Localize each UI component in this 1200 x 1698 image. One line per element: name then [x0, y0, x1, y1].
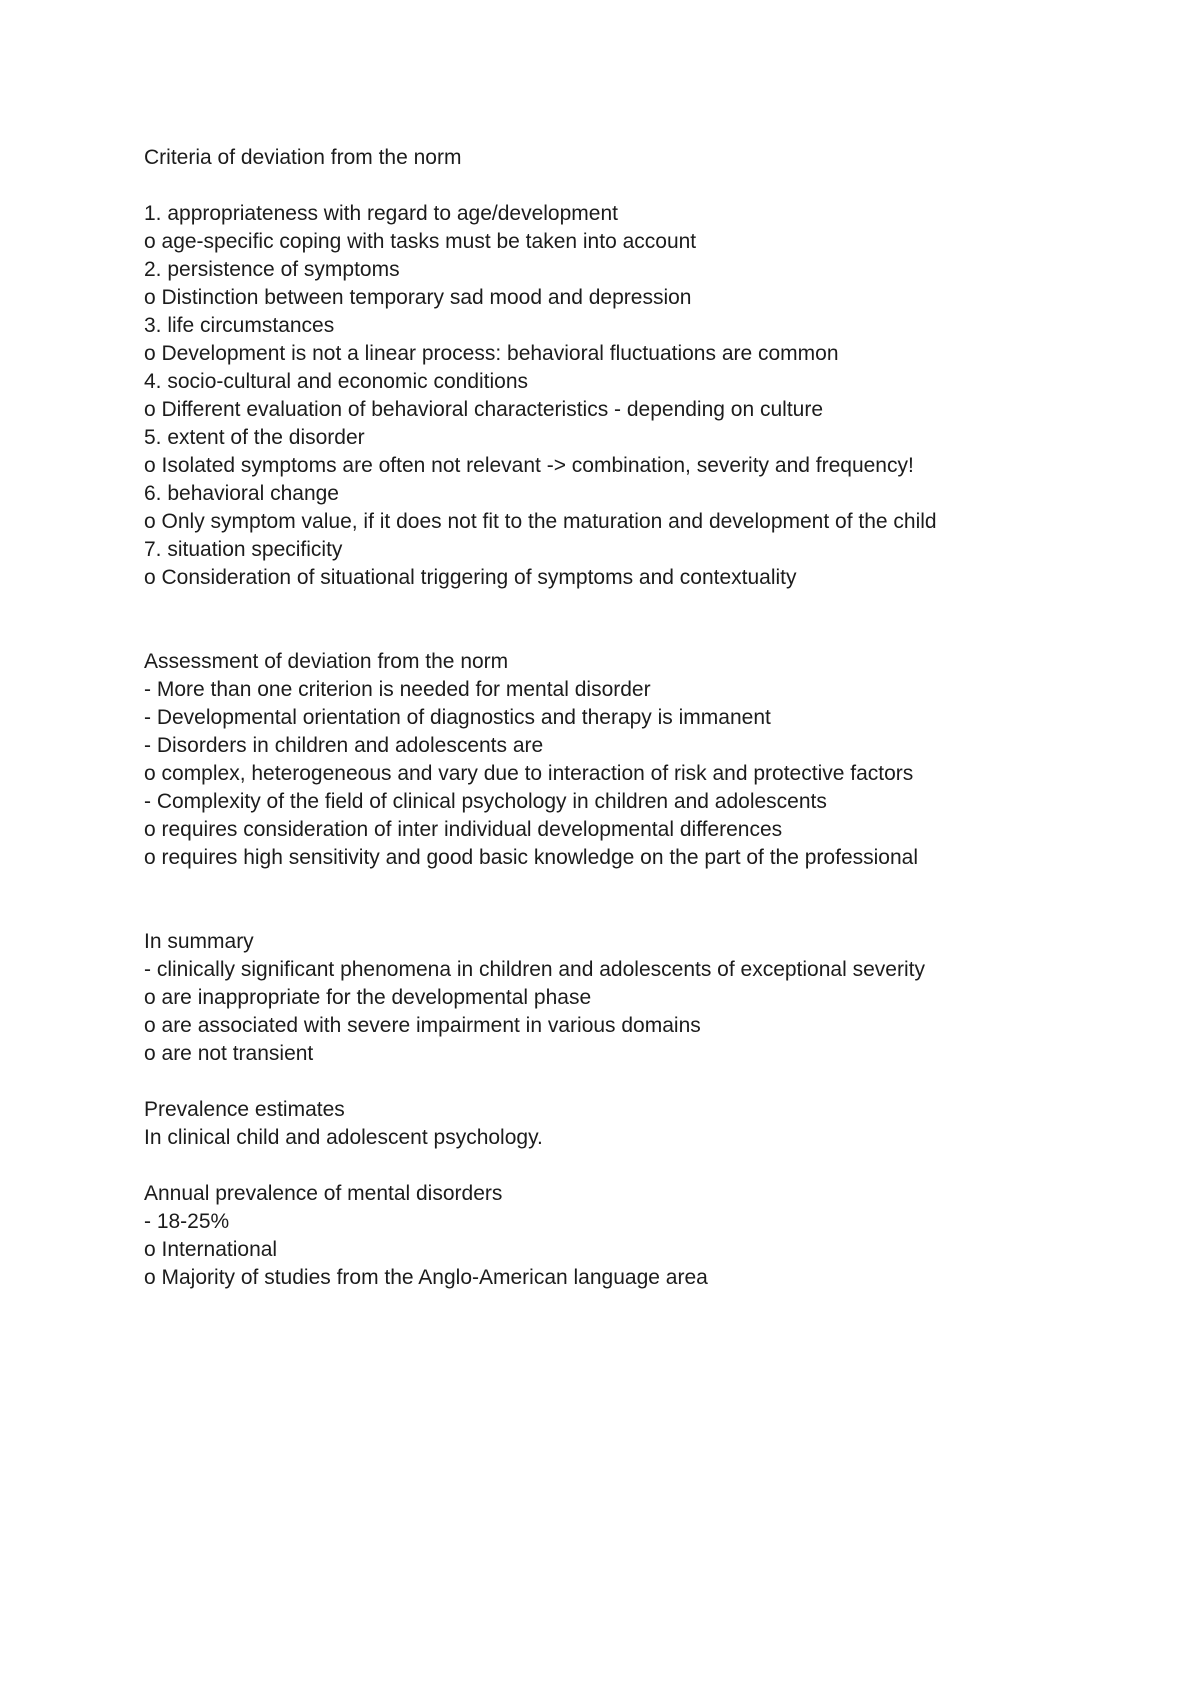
criteria-subitem: o Consideration of situational triggering of symptoms and contextuality — [144, 566, 797, 589]
section-heading-summary: In summary — [144, 930, 254, 953]
summary-subline: o are not transient — [144, 1042, 314, 1065]
annual-prevalence-line: - 18-25% — [144, 1210, 230, 1233]
section-heading-prevalence: Prevalence estimates — [144, 1098, 345, 1121]
assessment-subline: o requires consideration of inter individual developmental differences — [144, 818, 783, 841]
criteria-subitem: o Only symptom value, if it does not fit to the maturation and development of the child — [144, 510, 937, 533]
criteria-item: 7. situation specificity — [144, 538, 343, 561]
assessment-subline: o requires high sensitivity and good basic knowledge on the part of the professional — [144, 846, 918, 869]
section-spacer — [144, 872, 1104, 928]
document-body — [144, 144, 1104, 1292]
criteria-subitem: o Different evaluation of behavioral characteristics - depending on culture — [144, 398, 824, 421]
section-heading-assessment: Assessment of deviation from the norm — [144, 650, 509, 673]
assessment-line: - Developmental orientation of diagnostics and therapy is immanent — [144, 706, 771, 729]
assessment-subline: o complex, heterogeneous and vary due to interaction of risk and protective factors — [144, 762, 914, 785]
criteria-item: 4. socio-cultural and economic conditions — [144, 370, 529, 393]
summary-subline: o are inappropriate for the developmental phase — [144, 986, 592, 1009]
criteria-subitem: o Distinction between temporary sad mood and depression — [144, 286, 692, 309]
summary-line: - clinically significant phenomena in children and adolescents of exceptional severity — [144, 958, 925, 981]
annual-prevalence-subline: o International — [144, 1238, 278, 1261]
criteria-item: 1. appropriateness with regard to age/development — [144, 202, 618, 225]
blank-line — [144, 1068, 1104, 1096]
annual-prevalence-subline: o Majority of studies from the Anglo-American language area — [144, 1266, 708, 1289]
criteria-item: 6. behavioral change — [144, 482, 339, 505]
criteria-item: 2. persistence of symptoms — [144, 258, 400, 281]
blank-line — [144, 172, 1104, 200]
section-heading-annual-prevalence: Annual prevalence of mental disorders — [144, 1182, 503, 1205]
section-spacer — [144, 592, 1104, 648]
summary-subline: o are associated with severe impairment in various domains — [144, 1014, 701, 1037]
prevalence-line: In clinical child and adolescent psychology. — [144, 1126, 543, 1149]
assessment-line: - Disorders in children and adolescents are — [144, 734, 544, 757]
criteria-item: 3. life circumstances — [144, 314, 335, 337]
section-heading-criteria: Criteria of deviation from the norm — [144, 146, 462, 169]
criteria-subitem: o Isolated symptoms are often not relevant -> combination, severity and frequency! — [144, 454, 914, 477]
assessment-line: - Complexity of the field of clinical psychology in children and adolescents — [144, 790, 827, 813]
criteria-item: 5. extent of the disorder — [144, 426, 365, 449]
criteria-subitem: o age-specific coping with tasks must be taken into account — [144, 230, 697, 253]
blank-line — [144, 1152, 1104, 1180]
criteria-subitem: o Development is not a linear process: behavioral fluctuations are common — [144, 342, 839, 365]
assessment-line: - More than one criterion is needed for mental disorder — [144, 678, 651, 701]
